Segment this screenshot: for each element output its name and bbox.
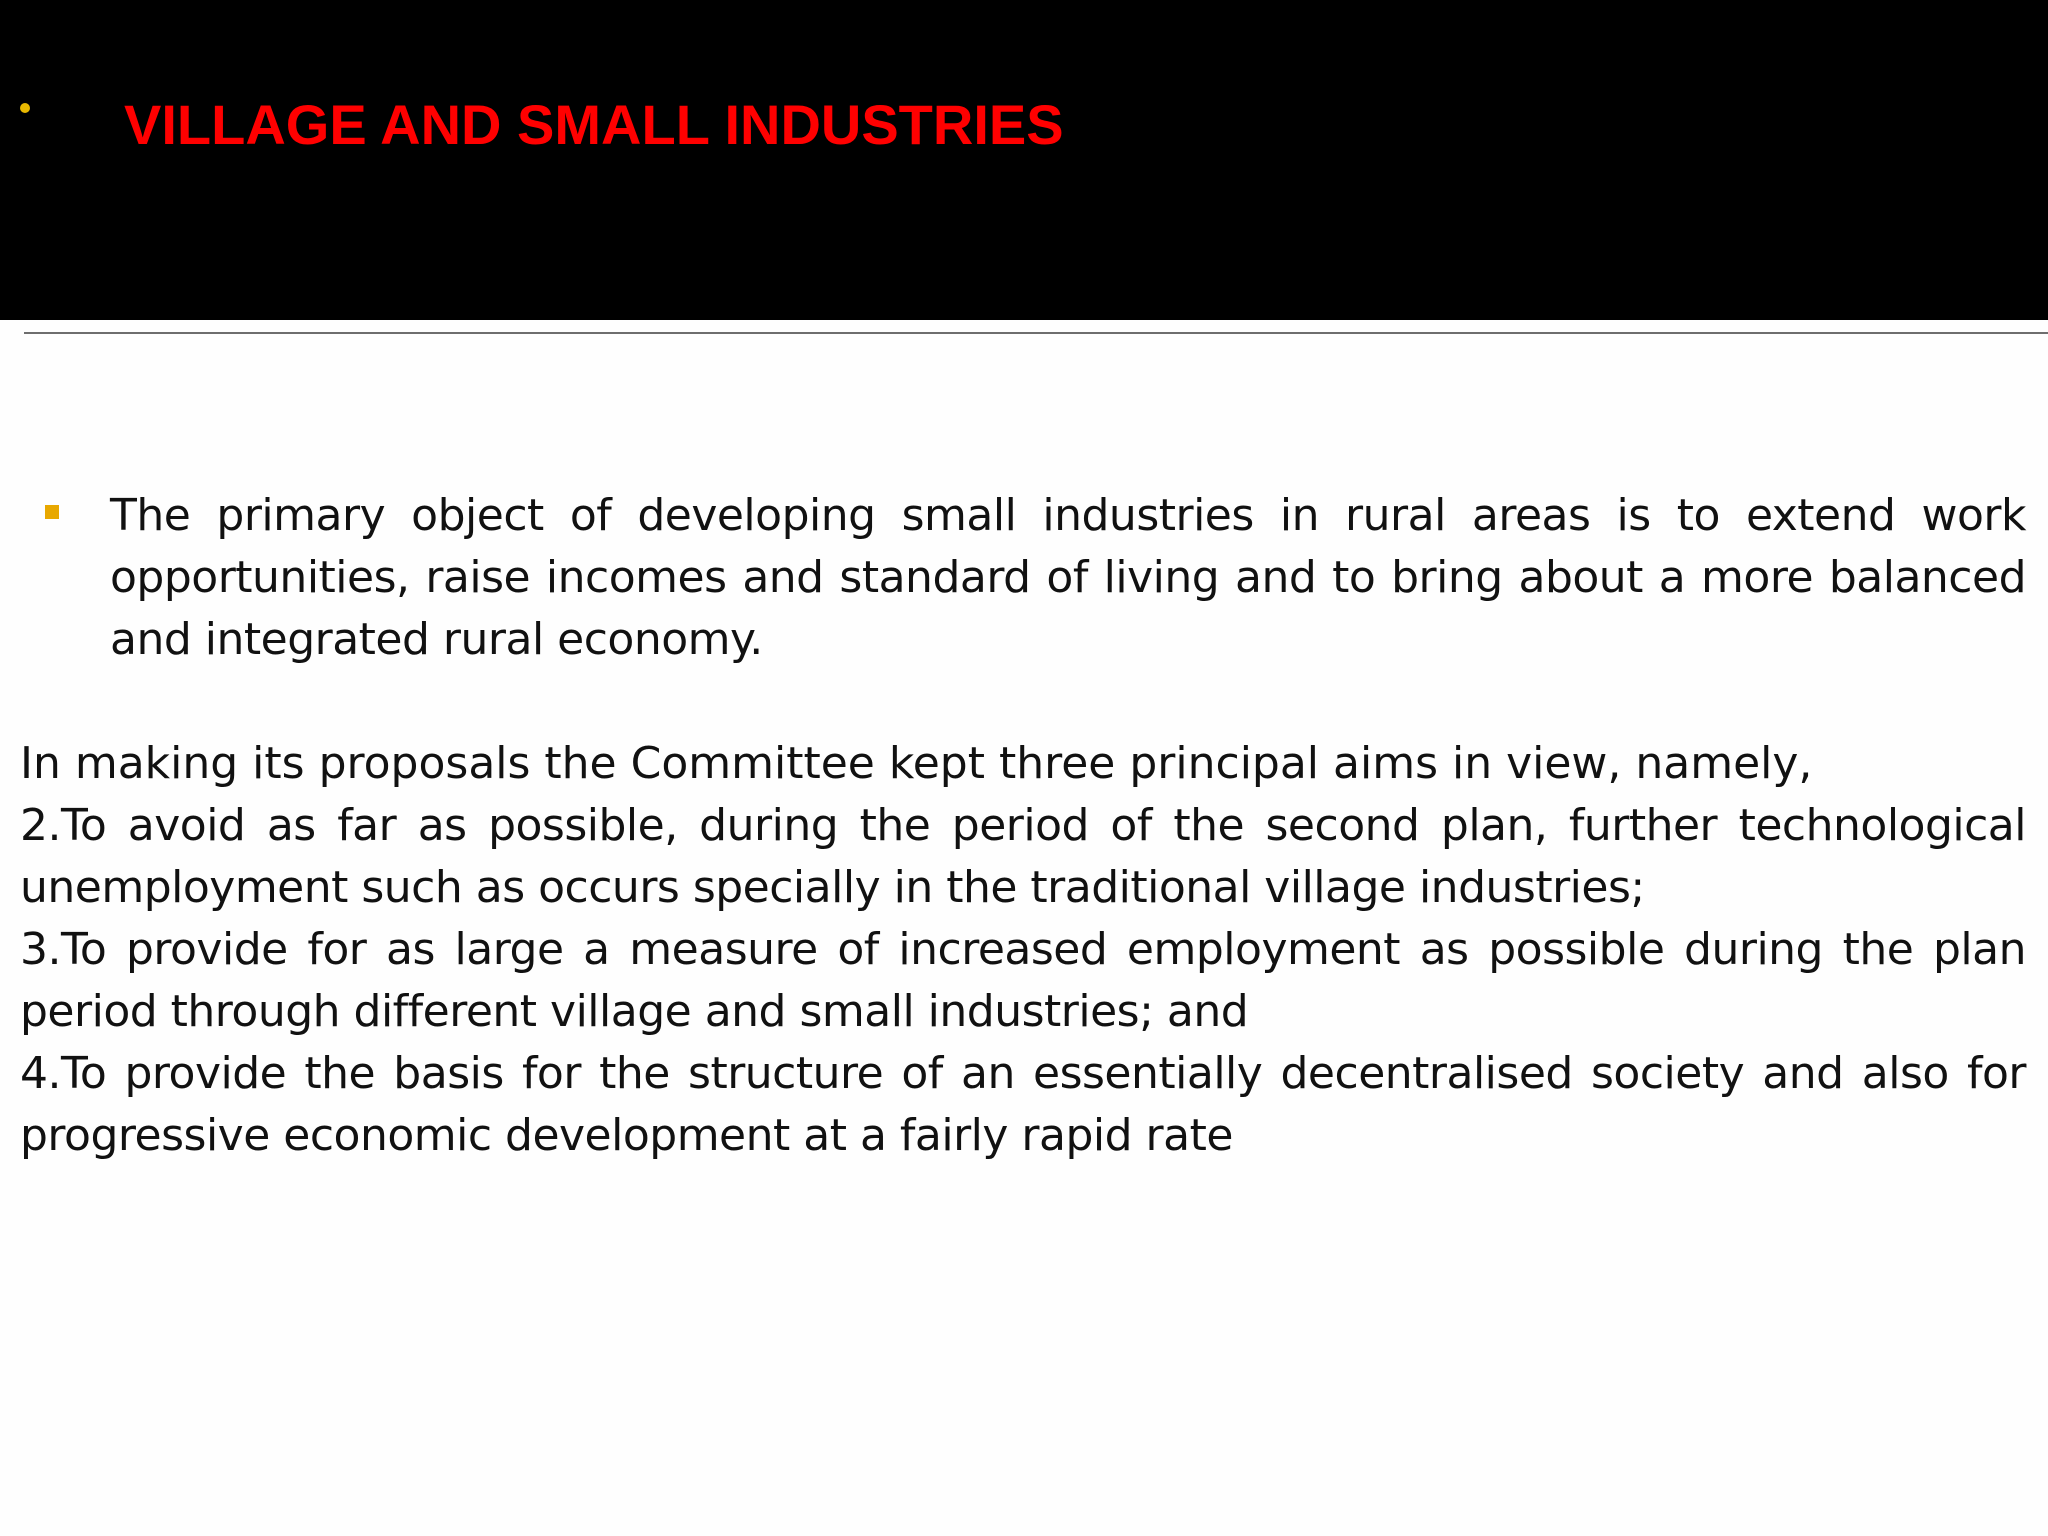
aim-item-3: 3.To provide for as large a measure of increased employment as possible during the plan period through different village and small industries; and [20, 924, 2026, 1037]
paragraph-spacer [20, 671, 2026, 733]
intro-paragraph: In making its proposals the Committee kept three principal aims in view, namely, [20, 738, 1813, 789]
slide-body [20, 485, 2026, 1167]
title-bullet-icon [20, 103, 30, 113]
square-bullet-icon [45, 505, 59, 519]
bullet-item [20, 485, 2026, 671]
aim-item-4: 4.To provide the basis for the structure of an essentially decentralised society and also for progressive economic development at a fairly rapid rate [20, 1048, 2026, 1161]
bullet-paragraph: The primary object of developing small industries in rural areas is to extend work opportunities, raise incomes and standard of living and to bring about a more balanced and integrated rural economy. [110, 490, 2026, 665]
title-divider [24, 332, 2048, 334]
title-band [0, 0, 2048, 320]
aim-item-2: 2.To avoid as far as possible, during the period of the second plan, further technological unemployment such as occurs specially in the traditional village industries; [20, 800, 2026, 913]
slide-title: VILLAGE AND SMALL INDUSTRIES [124, 93, 1064, 156]
